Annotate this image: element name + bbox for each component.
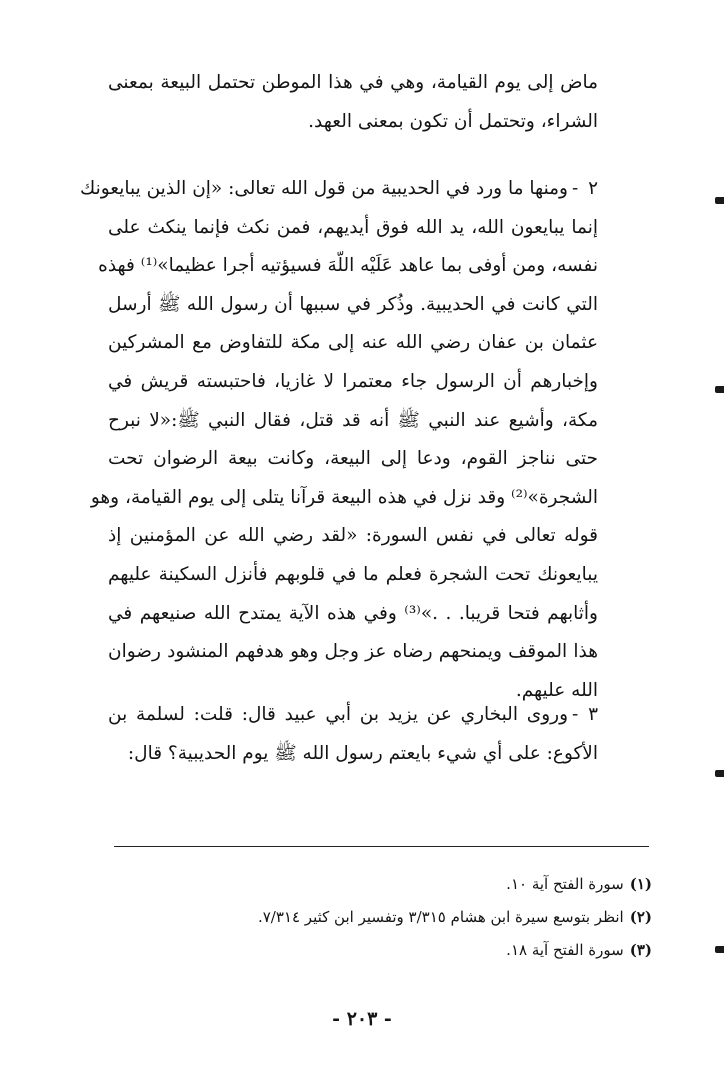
binding-mark: [715, 946, 724, 953]
text-line: حتى نناجز القوم، ودعا إلى البيعة، وكانت بيعة الرضوان تحت: [108, 448, 598, 470]
binding-mark: [715, 197, 724, 204]
text-line: يبايعونك تحت الشجرة فعلم ما في قلوبهم فأنزل السكينة عليهم: [108, 563, 598, 585]
footnote: [200, 934, 652, 967]
page-number: - ٢٠٣ -: [332, 1008, 392, 1030]
footnote-text: انظر بتوسع سيرة ابن هشام ٣/٣١٥ وتفسير ابن كثير ٧/٣١٤.: [257, 908, 624, 926]
footnotes: [200, 868, 652, 967]
footnote-text: سورة الفتح آية ١٠.: [506, 875, 624, 893]
footnote-number: (١): [629, 875, 652, 893]
text-line: ٣ -وروى البخاري عن يزيد بن أبي عبيد قال: قلت: لسلمة بن: [108, 696, 598, 735]
text-line: عثمان بن عفان رضي الله عنه إلى مكة للتفاوض مع المشركين: [108, 332, 598, 354]
footnote-number: (٣): [629, 941, 652, 959]
text-line: مكة، وأشيع عند النبي ﷺ أنه قد قتل، فقال النبي ﷺ:«لا نبرح: [108, 409, 598, 431]
text-line: الشجرة»⁽²⁾ وقد نزل في هذه البيعة قرآنا يتلى إلى يوم القيامة، وهو: [90, 486, 598, 508]
item-number: ٢ -: [572, 178, 598, 199]
footnote: [200, 868, 652, 901]
text-line: التي كانت في الحديبية. وذُكر في سببها أن رسول الله ﷺ أرسل: [108, 293, 598, 315]
text-line: الله عليهم.: [515, 679, 598, 701]
item-2-paragraph: [79, 170, 598, 710]
text-line: ماض إلى يوم القيامة، وهي في هذا الموطن تحتمل البيعة بمعنى: [108, 72, 598, 93]
footnote-text: سورة الفتح آية ١٨.: [506, 941, 624, 959]
footnote: [200, 901, 652, 934]
text-line: وإخبارهم أن الرسول جاء معتمرا لا غازيا، فاحتبسته قريش في: [108, 370, 598, 392]
text-line: ٢ -ومنها ما ورد في الحديبية من قول الله تعالى: «إن الذين يبايعونك: [108, 170, 598, 209]
item-number: ٣ -: [572, 704, 598, 725]
footnote-number: (٢): [629, 908, 652, 926]
intro-paragraph: [108, 64, 598, 141]
text-line: إنما يبايعون الله، يد الله فوق أيديهم، فمن نكث فإنما ينكث على: [108, 216, 598, 238]
text-line: نفسه، ومن أوفى بما عاهد عَلَيْه اللّهَ فسيؤتيه أجرا عظيما»⁽¹⁾ فهذه: [98, 255, 598, 277]
text-line: قوله تعالى في نفس السورة: «لقد رضي الله عن المؤمنين إذ: [108, 525, 598, 547]
text-line: الأكوع: على أي شيء بايعتم رسول الله ﷺ يوم الحديبية؟ قال:: [127, 742, 598, 764]
text-line: الشراء، وتحتمل أن تكون بمعنى العهد.: [308, 110, 598, 132]
text-line: وأثابهم فتحا قريبا. . .»⁽³⁾ وفي هذه الآية يمتدح الله صنيعهم في: [108, 602, 598, 624]
text-line: هذا الموقف ويمنحهم رضاه عز وجل وهو هدفهم المنشود رضوان: [108, 641, 598, 663]
binding-mark: [715, 770, 724, 777]
footnote-divider: [114, 846, 649, 847]
binding-mark: [715, 386, 724, 393]
item-3-paragraph: [108, 696, 598, 773]
